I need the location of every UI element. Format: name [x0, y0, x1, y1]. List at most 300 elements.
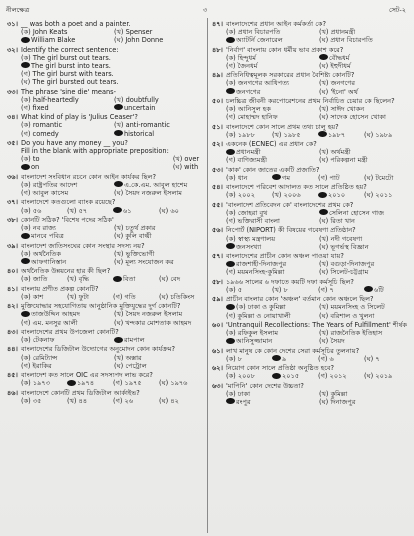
- answer-option: [272, 131, 316, 139]
- filled-answer-mark: [21, 233, 30, 239]
- options-group: [21, 354, 203, 370]
- answer-option: [173, 155, 203, 163]
- answer-option: [159, 379, 203, 387]
- answer-option: [21, 130, 110, 138]
- answer-option: [113, 293, 157, 301]
- option-text: (ঘ) টমেটো: [364, 173, 394, 182]
- answer-option: [173, 147, 203, 155]
- answer-option: [114, 96, 203, 104]
- question-number: ৬০।: [212, 320, 223, 329]
- option-text: (খ) প্রধানমন্ত্রী: [319, 28, 356, 37]
- option-text: সেলিনা হোসেন গাজ: [329, 208, 384, 217]
- filled-answer-mark: [272, 355, 281, 361]
- option-text: (ক) ১৯৮৮: [226, 130, 255, 139]
- option-text: (ক) কাশ: [21, 292, 44, 301]
- option-text: (খ) ফুটা: [67, 292, 89, 301]
- option-text: (গ) বাণিজ্যমন্ত্রী: [226, 156, 267, 165]
- answer-option: [364, 131, 408, 139]
- filled-answer-mark: [21, 311, 30, 317]
- question-item: [7, 389, 203, 405]
- question-item: [7, 285, 203, 301]
- answer-option: [114, 362, 203, 370]
- options-group: [226, 105, 408, 121]
- question-item: [212, 295, 408, 319]
- options-group: [21, 207, 203, 215]
- option-text: (খ) ৮: [272, 285, 288, 294]
- question-text: কোনটি সঠিক? 'বিশেষ পদের সঠিক': [21, 215, 114, 224]
- options-group: [21, 250, 203, 266]
- option-text: (গ) পাট: [318, 173, 340, 182]
- option-text: (ক) ৫৬: [21, 206, 42, 215]
- answer-option: [114, 250, 203, 258]
- question-item: [7, 20, 203, 44]
- option-text: (খ) ৫৭: [67, 206, 88, 215]
- answer-option: [113, 379, 157, 387]
- answer-option: [364, 355, 408, 363]
- filled-answer-mark: [226, 88, 235, 94]
- answer-option: [226, 62, 315, 70]
- question-number: ৫৬।: [212, 226, 223, 235]
- answer-option: [318, 131, 362, 139]
- question-text: 'মাপিনি' কোন দেশের উচ্চতা?: [226, 381, 304, 390]
- question-item: [212, 278, 408, 294]
- answer-option: [319, 28, 408, 36]
- question-item: [7, 139, 203, 172]
- answer-option: [114, 336, 203, 344]
- filled-answer-mark: [21, 164, 30, 170]
- answer-option: [114, 224, 203, 232]
- question-item: [212, 364, 408, 380]
- filled-answer-mark: [226, 37, 235, 43]
- option-text: আনিসুজ্জামান: [236, 337, 273, 346]
- question-number: ৫৫।: [212, 200, 223, 209]
- answer-option: [67, 293, 111, 301]
- answer-option: [21, 207, 65, 215]
- filled-answer-mark: [21, 62, 30, 68]
- option-text: এ.কে.এম. আবুল হাশেম: [124, 180, 188, 189]
- option-text: (ঘ) প্রধান বিচারপতি: [319, 36, 373, 45]
- filled-answer-mark: [114, 337, 123, 343]
- options-group: [226, 355, 408, 363]
- question-text: Identify the correct sentence:: [21, 45, 119, 54]
- option-text: (ঘ) ইহুদীধর্ম: [319, 61, 351, 70]
- answer-option: [21, 336, 110, 344]
- answer-option: [159, 275, 203, 283]
- filled-answer-mark: [319, 54, 328, 60]
- column-divider: [207, 18, 208, 533]
- option-text: (ক) ১৯৭৩: [21, 379, 50, 388]
- answer-option: [226, 398, 315, 406]
- question-text: বাংলাদেশের প্রথম উপজেলা কোনটি?: [21, 327, 119, 336]
- option-text: (খ) বগুড়া-দিনাজপুর: [319, 260, 375, 269]
- question-text: বাংলাদেশের প্রধান আইন কর্মকর্তা কে?: [226, 20, 326, 28]
- question-text: বাংলাদেশে কতগুলো ব্যাংক রয়েছে?: [21, 198, 116, 207]
- filled-answer-mark: [67, 380, 76, 386]
- filled-answer-mark: [226, 398, 235, 404]
- answer-option: [364, 372, 408, 380]
- question-item: [7, 267, 203, 283]
- answer-option: [173, 163, 203, 171]
- question-text: নিয়োগ কোন সালে প্রতিষ্ঠা অনুষ্ঠিত হবে?: [226, 364, 335, 373]
- question-item: [7, 46, 203, 87]
- option-text: ৬টি: [374, 285, 384, 294]
- answer-option: [159, 397, 203, 405]
- answer-option: [114, 189, 203, 197]
- options-group: [21, 96, 203, 112]
- question-text: ১৯৬৬ সালের ৬ দফাতে কয়টি দফা কর্মসূচি ছিল?: [226, 277, 354, 286]
- filled-answer-mark: [114, 130, 123, 136]
- option-text: ২০১০: [328, 191, 346, 200]
- option-text: ৯: [282, 354, 287, 363]
- option-text: (খ) বৃদ্ধি: [67, 275, 89, 284]
- filled-answer-mark: [364, 286, 373, 292]
- question-text: বাংলাদেশে কোনটি প্রথম ডিজিটাল আর্কাইভ?: [21, 388, 140, 397]
- question-item: [212, 46, 408, 70]
- filled-answer-mark: [272, 174, 281, 180]
- answer-option: [21, 147, 169, 155]
- question-text: বাংলাদেশে কোন সালে প্রথম তথ্য চালু হয়?: [226, 122, 339, 131]
- answer-option: [114, 104, 203, 112]
- question-number: ৪৬।: [7, 388, 18, 397]
- question-number: ৩৫।: [7, 138, 18, 147]
- option-text: Fill in the blank with appropriate preposition:: [21, 147, 169, 156]
- answer-option: [319, 329, 408, 337]
- question-item: [212, 226, 408, 250]
- answer-option: [319, 390, 408, 398]
- option-text: (গ) গতি: [113, 292, 136, 301]
- answer-option: [319, 217, 408, 225]
- question-item: [7, 345, 203, 369]
- question-item: [212, 20, 408, 44]
- options-group: [21, 397, 203, 405]
- options-group: [21, 181, 203, 197]
- question-text: Do you have any money __ you?: [21, 138, 128, 147]
- answer-option: [226, 337, 315, 345]
- question-item: [7, 113, 203, 137]
- answer-option: [114, 28, 203, 36]
- options-group: [226, 131, 408, 139]
- question-text: প্রাচীন বাংলার কোন 'অঞ্চল' বর্তমান কোন অঞ্চলে ছিল?: [226, 295, 374, 304]
- option-text: মানবে পবিত্র: [31, 232, 64, 241]
- option-text: (গ) কুমিল্লা ও নোয়াখালী: [226, 311, 291, 320]
- options-group: [226, 286, 408, 294]
- option-text: (খ) সৈয়দ নজরুল ইসলাম: [114, 310, 183, 319]
- option-text: (ঘ) John Donne: [114, 36, 164, 45]
- option-text: The girl burst into tears.: [31, 61, 111, 70]
- filled-answer-mark: [226, 304, 235, 310]
- option-text: (গ) জৈনধর্ম: [226, 61, 258, 70]
- filled-answer-mark: [114, 104, 123, 110]
- answer-option: [21, 379, 65, 387]
- option-text: (ক) ঢাকা ও কুমিল্লা: [236, 303, 286, 312]
- question-text: বাংলাদেশে পরিবেশ আদালত কত সালে প্রতিষ্ঠিত হয়?: [226, 183, 367, 192]
- option-text: (ঘ) সৈয়দ নজরুল ইসলাম: [114, 189, 182, 198]
- options-group: [226, 191, 408, 199]
- option-text: (খ) সাঈদ খোকন: [319, 105, 365, 114]
- answer-option: [21, 258, 110, 266]
- answer-option: [21, 163, 169, 171]
- question-number: ৪০।: [7, 267, 18, 276]
- option-text: (ঘ) ২০১১: [364, 191, 393, 200]
- option-text: (গ) ইরাকির: [21, 361, 52, 370]
- question-number: ৩১।: [7, 20, 18, 28]
- question-item: [7, 216, 203, 240]
- answer-option: [226, 191, 270, 199]
- option-text: William Blake: [31, 36, 76, 45]
- answer-option: [319, 243, 408, 251]
- question-item: [7, 173, 203, 197]
- answer-option: [319, 113, 408, 121]
- answer-option: [114, 354, 203, 362]
- option-text: (ঘ) পরিকল্পনা মন্ত্রী: [319, 156, 368, 165]
- option-text: (ঘ) ১৯৭৬: [159, 379, 188, 388]
- question-number: ৫৯।: [212, 295, 223, 304]
- option-text: (ক) রাষ্ট্রপতির আদেশ: [21, 180, 78, 189]
- option-text: (গ) মোহাম্মদ হানিফ: [226, 113, 278, 122]
- option-text: (ক) জনগণের আধিপত্য: [226, 79, 289, 88]
- filled-answer-mark: [318, 192, 327, 198]
- options-group: [226, 303, 408, 319]
- options-group: [21, 275, 203, 283]
- question-item: [7, 242, 203, 266]
- option-text: রামপাল: [124, 336, 145, 345]
- question-text: __ was both a poet and a painter.: [21, 20, 131, 28]
- question-text: অর্থনৈতিক উন্নয়নের হার কী ছিল?: [21, 267, 111, 276]
- question-text: বাংলায় প্রণীত প্রকল্প কোনটি?: [21, 284, 99, 293]
- question-number: ৪৩।: [7, 327, 18, 336]
- filled-answer-mark: [226, 243, 235, 249]
- option-text: (খ) রাজনৈতিক ইতিহাস: [319, 329, 383, 338]
- option-text: (ঘ) ভূগর্ভস্থ বিজ্ঞান: [319, 242, 369, 251]
- answer-option: [21, 293, 65, 301]
- question-number: ৫৮।: [212, 277, 223, 286]
- option-text: (ক) রেমিট্যান্স: [21, 353, 58, 362]
- option-text: (ক) আনিসুল হক: [226, 105, 271, 114]
- option-text: (গ) ১৯৭৫: [113, 379, 142, 388]
- answer-option: [318, 355, 362, 363]
- answer-option: [272, 174, 316, 182]
- answer-option: [114, 130, 203, 138]
- answer-option: [364, 174, 408, 182]
- options-group: [226, 28, 408, 44]
- question-text: বাংলাদেশ সংবিধান রচনে কোন আইন কার্যকর ছিল?: [21, 172, 156, 181]
- question-number: ৪৫।: [7, 371, 18, 380]
- options-group: [21, 293, 203, 301]
- answer-option: [226, 329, 315, 337]
- option-text: (ক) romantic: [21, 121, 63, 130]
- question-text: একনেক (ECNEC) এর প্রধান কে?: [226, 140, 317, 149]
- question-text: The phrase 'sine die' means-: [21, 87, 116, 96]
- answer-option: [114, 121, 203, 129]
- option-text: (ক) জাতি: [21, 275, 48, 284]
- filled-answer-mark: [272, 373, 281, 379]
- answer-option: [226, 303, 315, 311]
- answer-option: [21, 310, 110, 318]
- answer-option: [319, 88, 408, 96]
- option-text: (ক) জোহরা বুথ: [226, 208, 268, 217]
- filled-answer-mark: [318, 131, 327, 137]
- answer-option: [319, 303, 408, 311]
- option-text: (খ) ৪৪: [67, 396, 88, 405]
- question-text: 'Untranquil Recollections: The Years of Fulfillment' শীর্ষক: [226, 320, 407, 329]
- question-number: ৬২।: [212, 364, 223, 373]
- question-text: নিপোর্ট (NIPORT) কী বিষয়ের গবেষণা প্রতিষ্ঠান?: [226, 226, 356, 235]
- option-text: (ঘ) সিলেট-চট্টগ্রাম: [319, 268, 369, 277]
- answer-option: [226, 286, 270, 294]
- option-text: (খ) ২০০৬: [272, 191, 301, 200]
- option-text: (গ) ৬: [318, 354, 334, 363]
- answer-option: [319, 79, 408, 87]
- options-group: [226, 390, 408, 406]
- answer-option: [319, 36, 408, 44]
- answer-option: [67, 397, 111, 405]
- option-text: (ক) ২০০২: [226, 191, 256, 200]
- filled-answer-mark: [21, 37, 30, 43]
- question-item: [7, 328, 203, 344]
- option-text: (খ) জনগণের: [319, 79, 355, 88]
- answer-option: [21, 319, 110, 327]
- filled-answer-mark: [226, 149, 235, 155]
- option-text: (খ) অর্থমন্ত্রী: [319, 148, 351, 157]
- question-number: ৩৬।: [7, 172, 18, 181]
- question-number: ৩৮।: [7, 215, 18, 224]
- answer-option: [226, 54, 315, 62]
- filled-answer-mark: [319, 209, 328, 215]
- option-text: (ক) ৫: [226, 285, 243, 294]
- answer-option: [21, 121, 110, 129]
- answer-option: [226, 217, 315, 225]
- question-item: [212, 123, 408, 139]
- question-text: বাংলাদেশ কত সালে OIC এর সদস্যপদ লাভ করে?: [21, 371, 153, 380]
- option-text: (ঘ) চতিকিংস: [159, 292, 195, 301]
- question-number: ৪১।: [7, 284, 18, 293]
- question-item: [212, 201, 408, 225]
- option-text: ১৯৮৭: [328, 130, 346, 139]
- option-text: (খ) ১৯৮৫: [272, 130, 301, 139]
- option-text: (ঘ) The girl bursted out tears.: [21, 78, 119, 87]
- answer-option: [226, 113, 315, 121]
- answer-option: [226, 372, 270, 380]
- answer-option: [21, 54, 203, 62]
- question-number: ৩৩।: [7, 87, 18, 96]
- right-question-column: [212, 20, 408, 407]
- option-text: বৌদ্ধধর্ম: [329, 53, 350, 62]
- option-text: (খ) চতুর্থ প্রকার: [114, 224, 156, 233]
- answer-option: [21, 232, 110, 240]
- question-item: [212, 183, 408, 199]
- question-number: ৬৩।: [212, 381, 223, 390]
- answer-option: [226, 390, 315, 398]
- options-group: [21, 28, 203, 44]
- option-text: (গ) ৭: [318, 285, 334, 294]
- question-number: ৪৪।: [7, 345, 18, 354]
- answer-option: [272, 191, 316, 199]
- option-text: (ঘ) বরিশাল ও খুলনা: [319, 311, 375, 320]
- answer-option: [67, 207, 111, 215]
- answer-option: [319, 398, 408, 406]
- options-group: [21, 379, 203, 387]
- question-number: ৫১।: [212, 122, 223, 131]
- set-label: সেট-২: [388, 6, 406, 14]
- answer-option: [226, 105, 315, 113]
- option-text: (ক) half-heartedly: [21, 95, 79, 104]
- question-number: ৫২।: [212, 140, 223, 149]
- question-item: [212, 166, 408, 182]
- option-text: (ঘ) পেট্রোল: [114, 361, 147, 370]
- answer-option: [319, 156, 408, 164]
- answer-option: [21, 155, 169, 163]
- option-text: historical: [124, 129, 155, 138]
- filled-answer-mark: [21, 258, 30, 264]
- answer-option: [67, 379, 111, 387]
- question-item: [212, 321, 408, 345]
- question-item: [212, 71, 408, 95]
- question-number: ৪২।: [7, 302, 18, 311]
- question-number: ৬১।: [212, 346, 223, 355]
- filled-answer-mark: [226, 261, 235, 267]
- question-text: What kind of play is 'Julius Ceaser'?: [21, 113, 138, 122]
- answer-option: [114, 258, 203, 266]
- option-text: (ঘ) ২০১৯: [364, 372, 393, 381]
- question-number: ৫৩।: [212, 165, 223, 174]
- option-text: (ক) নব রাজ্য: [21, 224, 56, 233]
- option-text: (ঘ) খন্দকার মোশতাক আহমদ: [114, 318, 192, 327]
- answer-option: [319, 312, 408, 320]
- options-group: [226, 329, 408, 345]
- option-text: (খ) ময়মনসিংহ ও সিলেট: [319, 303, 385, 312]
- option-text: on: [31, 163, 40, 172]
- option-text: ১৯৭৪: [77, 379, 95, 388]
- option-text: প্রধানমন্ত্রী: [236, 148, 261, 157]
- question-item: [7, 302, 203, 326]
- option-text: (গ) comedy: [21, 129, 59, 138]
- options-group: [21, 121, 203, 137]
- answer-option: [226, 355, 270, 363]
- answer-option: [21, 28, 110, 36]
- option-text: (গ) fixed: [21, 103, 49, 112]
- answer-option: [21, 362, 110, 370]
- option-text: (ঘ) with: [172, 163, 199, 172]
- answer-option: [21, 62, 203, 70]
- option-text: (ঘ) ৪২: [159, 396, 179, 405]
- answer-option: [226, 79, 315, 87]
- question-number: ৩৪।: [7, 113, 18, 122]
- answer-option: [226, 131, 270, 139]
- options-group: [226, 174, 408, 182]
- option-text: (ক) ঢাকা: [226, 389, 251, 398]
- answer-option: [114, 36, 203, 44]
- answer-option: [226, 312, 315, 320]
- answer-option: [319, 268, 408, 276]
- question-text: লাখ মানুষ কে কোন দেশের সেরা কর্মসূচির তুলনায়?: [226, 346, 360, 355]
- answer-option: [114, 310, 203, 318]
- question-number: ৪৯।: [212, 71, 223, 80]
- option-text: ২০১৫: [282, 372, 300, 381]
- option-text: (ঘ) ১৯৮৯: [364, 130, 393, 139]
- answer-option: [318, 286, 362, 294]
- page-number: ৩: [203, 6, 208, 14]
- answer-option: [114, 319, 203, 327]
- option-text: (ঘ) বেদ: [159, 275, 181, 284]
- option-text: ৬১: [123, 206, 132, 215]
- option-text: (ক) রফিকুল ইসলাম: [226, 329, 279, 338]
- option-text: (খ) অক্সার: [114, 353, 142, 362]
- answer-option: [226, 243, 315, 251]
- filled-answer-mark: [113, 207, 122, 213]
- option-text: (ঘ) 'ইনো' অর্থ: [319, 87, 358, 96]
- question-text: চলচ্চিত্র জীবনী করপোরেশনের প্রথম নির্বাচিত চেয়ার কে ছিলেন?: [226, 96, 395, 105]
- options-group: [226, 260, 408, 276]
